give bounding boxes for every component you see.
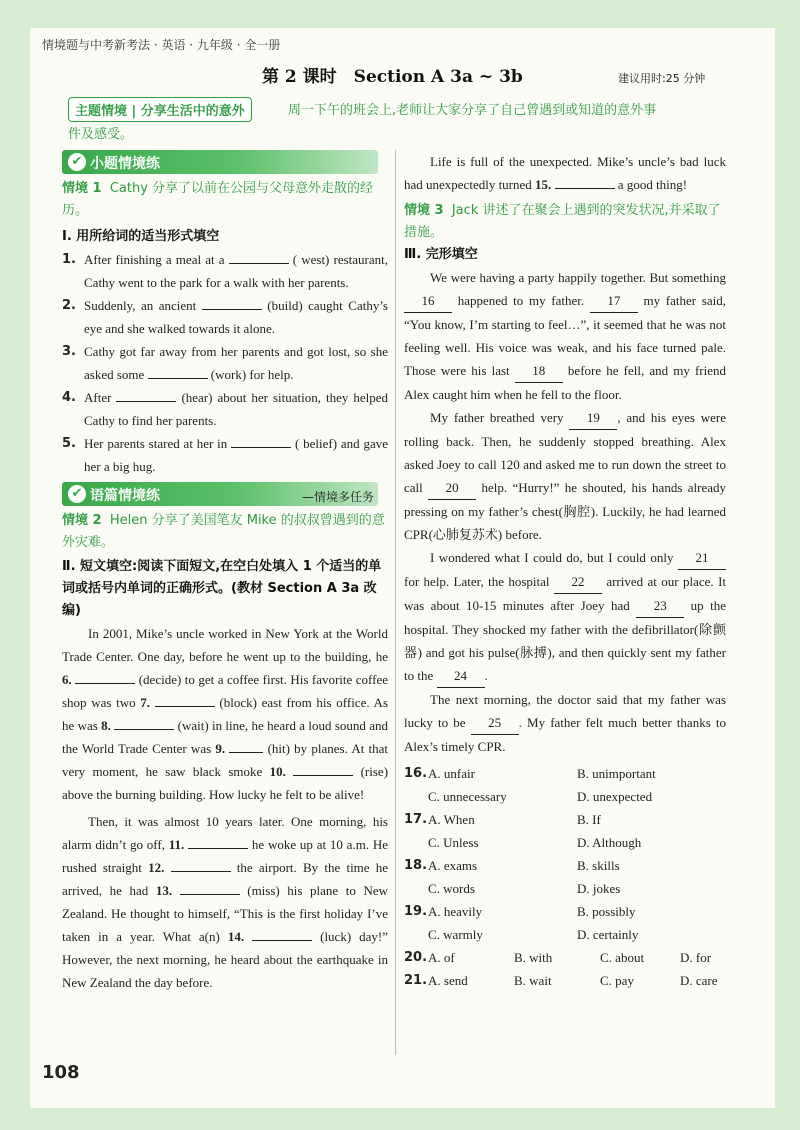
right-column bbox=[404, 150, 726, 992]
cloze-blank[interactable]: 18 bbox=[515, 359, 563, 383]
passage-text: before he fell, and my friend Alex caught him when he fell to the floor. bbox=[404, 363, 727, 402]
banner-discourse-label: 语篇情境练 bbox=[90, 488, 160, 504]
cloze-blank[interactable]: 21 bbox=[678, 546, 726, 570]
blank-number: 6. bbox=[62, 672, 72, 687]
option-number: 16. bbox=[404, 766, 428, 781]
option-d[interactable]: D. care bbox=[680, 973, 718, 988]
passage-text: (rise) above the burning building. How lucky he felt to be alive! bbox=[62, 764, 389, 802]
option-b[interactable]: B. with bbox=[514, 950, 553, 965]
blank-number: 11. bbox=[168, 837, 185, 852]
passage-text: (luck) day!” However, the next morning, he heard about the earthquake in New Zealand the day before. bbox=[62, 929, 389, 990]
passage-text: We were having a party happily together. But something bbox=[430, 270, 726, 285]
item-number: 4. bbox=[62, 390, 76, 405]
answer-blank[interactable] bbox=[114, 716, 174, 730]
scene-2 bbox=[62, 510, 388, 554]
option-a[interactable]: A. of bbox=[428, 950, 455, 965]
passage-text: my father said, “You know, I’m starting to feel…”, it seemed that he was not feeling well. His voice was weak, and his face turned pale. Those were his last bbox=[404, 293, 726, 378]
item-text: After finishing a meal at a bbox=[84, 252, 225, 267]
option-number: 21. bbox=[404, 973, 428, 988]
banner-practice bbox=[62, 150, 378, 174]
option-d[interactable]: D. certainly bbox=[577, 927, 639, 942]
option-row bbox=[404, 946, 726, 969]
option-b[interactable]: B. wait bbox=[514, 973, 552, 988]
option-c[interactable]: C. about bbox=[600, 950, 645, 965]
item-text: Suddenly, an ancient bbox=[84, 298, 197, 313]
passage-paragraph bbox=[404, 266, 726, 406]
passage-text: (miss) his plane to New Zealand. He thought to himself, “This is the first holiday I’ve taken in a year. What a(n) bbox=[62, 883, 389, 944]
cloze-blank[interactable]: 22 bbox=[554, 570, 602, 594]
option-c[interactable]: C. Unless bbox=[428, 835, 479, 850]
answer-blank[interactable] bbox=[231, 434, 291, 448]
passage-paragraph bbox=[404, 150, 726, 196]
exercise-item bbox=[62, 248, 388, 294]
answer-blank[interactable] bbox=[229, 250, 289, 264]
column-divider bbox=[395, 150, 396, 1055]
cloze-blank[interactable]: 20 bbox=[428, 476, 476, 500]
option-a[interactable]: A. send bbox=[428, 973, 468, 988]
book-title: 情境题与中考新考法 · 英语 · 九年级 · 全一册 bbox=[42, 38, 281, 52]
item-text: ( belief) and gave her a big hug. bbox=[84, 436, 388, 474]
passage-paragraph bbox=[62, 810, 388, 994]
passage-text: The next morning, the doctor said that my father was lucky to be bbox=[404, 692, 726, 730]
passage-text: In 2001, Mike’s uncle worked in New York at the World Trade Center. One day, before he went up to the building, he bbox=[62, 626, 388, 664]
item-text: Her parents stared at her in bbox=[84, 436, 228, 451]
passage-text: . bbox=[484, 668, 488, 683]
theme-intro: 周一下午的班会上,老师让大家分享了自己曾遇到或知道的意外事 bbox=[288, 103, 657, 118]
passage-text: arrived at our place. It was about 10-15 minutes after Joey had bbox=[404, 574, 727, 613]
passage-paragraph bbox=[404, 546, 726, 688]
item-text: (hear) about her situation, they helped Cathy to find her parents. bbox=[84, 390, 388, 428]
option-row bbox=[404, 762, 726, 808]
scene-1-tag: 情境 1 bbox=[62, 181, 102, 196]
passage-paragraph bbox=[62, 622, 388, 806]
passage-text: the airport. By the time he arrived, he had bbox=[62, 860, 389, 898]
option-b[interactable]: B. If bbox=[577, 812, 601, 827]
passage-text: Then, it was almost 10 years later. One morning, his alarm didn’t go off, bbox=[62, 814, 388, 852]
cloze-blank[interactable]: 19 bbox=[569, 406, 617, 430]
answer-blank[interactable] bbox=[188, 835, 248, 849]
passage-text: (block) east from his office. As he was bbox=[62, 695, 388, 733]
item-text: Cathy got far away from her parents and got lost, so she asked some bbox=[84, 344, 388, 382]
option-b[interactable]: B. unimportant bbox=[577, 766, 656, 781]
option-c[interactable]: C. words bbox=[428, 881, 475, 896]
option-number: 17. bbox=[404, 812, 428, 827]
passage-text: he woke up at 10 a.m. He rushed straight bbox=[62, 837, 389, 875]
option-b[interactable]: B. possibly bbox=[577, 904, 636, 919]
answer-blank[interactable] bbox=[155, 693, 215, 707]
passage-text: (decide) to get a coffee first. His favorite coffee shop was two bbox=[62, 672, 389, 710]
theme-label: 主题情境 | 分享生活中的意外 bbox=[68, 97, 252, 122]
option-row bbox=[404, 854, 726, 900]
check-icon: ✔ bbox=[68, 485, 86, 503]
page-number: 108 bbox=[42, 1062, 80, 1083]
option-a[interactable]: A. When bbox=[428, 812, 475, 827]
option-number: 20. bbox=[404, 950, 428, 965]
option-c[interactable]: C. pay bbox=[600, 973, 634, 988]
cloze-blank[interactable]: 16 bbox=[404, 289, 452, 313]
lesson-title: 第 2 课时 Section A 3a ~ 3b bbox=[262, 67, 523, 87]
passage-text: , and his eyes were rolling back. Then, he suddenly stopped breathing. Alex asked Joey to call 120 and asked me to run down the street to call bbox=[404, 410, 726, 495]
option-row bbox=[404, 900, 726, 946]
answer-blank[interactable] bbox=[171, 858, 231, 872]
cloze-blank[interactable]: 24 bbox=[437, 664, 485, 688]
blank-number: 12. bbox=[148, 860, 165, 875]
banner-discourse-subtitle: —情境多任务 bbox=[301, 490, 374, 504]
passage-text: (wait) in line, he heard a loud sound and the World Trade Center was bbox=[62, 718, 389, 756]
banner-practice-label: 小题情境练 bbox=[90, 156, 160, 172]
option-c[interactable]: C. warmly bbox=[428, 927, 483, 942]
blank-number: 9. bbox=[215, 741, 226, 756]
scene-1-text: Cathy 分享了以前在公园与父母意外走散的经历。 bbox=[62, 181, 374, 218]
passage-text: for help. Later, the hospital bbox=[404, 574, 550, 589]
scene-3 bbox=[404, 200, 726, 244]
option-d[interactable]: D. unexpected bbox=[577, 789, 653, 804]
options-list bbox=[404, 762, 726, 992]
passage-text: My father breathed very bbox=[430, 410, 564, 425]
part-3-heading: Ⅲ. 完形填空 bbox=[404, 247, 478, 262]
answer-blank[interactable] bbox=[229, 739, 263, 753]
answer-blank[interactable] bbox=[116, 388, 176, 402]
option-a[interactable]: A. heavily bbox=[428, 904, 483, 919]
exercise-item bbox=[62, 386, 388, 432]
time-hint: 建议用时:25 分钟 bbox=[618, 72, 706, 85]
answer-blank[interactable] bbox=[202, 296, 262, 310]
scene-3-text: Jack 讲述了在聚会上遇到的突发状况,并采取了措施。 bbox=[404, 203, 721, 240]
item-text: (work) for help. bbox=[210, 367, 294, 382]
scene-2-text: Helen 分享了美国笔友 Mike 的叔叔曾遇到的意外灾难。 bbox=[62, 513, 385, 550]
cloze-blank[interactable]: 23 bbox=[636, 594, 684, 618]
answer-blank[interactable] bbox=[293, 762, 353, 776]
theme-intro-continued: 件及感受。 bbox=[68, 127, 134, 142]
banner-discourse bbox=[62, 482, 378, 506]
scene-2-tag: 情境 2 bbox=[62, 513, 102, 528]
option-row bbox=[404, 969, 726, 992]
passage-text: Life is full of the unexpected. Mike’s uncle’s bad luck had unexpectedly turned bbox=[404, 154, 726, 192]
passage-paragraph bbox=[404, 688, 726, 758]
option-a[interactable]: A. unfair bbox=[428, 766, 475, 781]
item-number: 1. bbox=[62, 252, 76, 267]
blank-number: 13. bbox=[155, 883, 173, 898]
exercise-item bbox=[62, 432, 388, 478]
passage-text: up the hospital. They shocked my father with the defibrillator(除颤器) and got his pulse(脉搏), and then quickly sent my father to the bbox=[404, 598, 727, 683]
part-2-heading: Ⅱ. 短文填空:阅读下面短文,在空白处填入 1 个适当的单词或括号内单词的正确形式。(教材 Section A 3a 改编) bbox=[62, 559, 382, 618]
passage-paragraph bbox=[404, 406, 726, 546]
passage-text: . My father felt much better thanks to Alex’s timely CPR. bbox=[404, 715, 726, 754]
item-text: After bbox=[84, 390, 112, 405]
item-number: 3. bbox=[62, 344, 76, 359]
cloze-blank[interactable]: 25 bbox=[471, 711, 519, 735]
passage-text: happened to my father. bbox=[457, 293, 585, 308]
part-1-heading: Ⅰ. 用所给词的适当形式填空 bbox=[62, 229, 220, 244]
blank-number: 10. bbox=[269, 764, 286, 779]
exercise-item bbox=[62, 340, 388, 386]
answer-blank[interactable] bbox=[148, 365, 208, 379]
cloze-blank[interactable]: 17 bbox=[590, 289, 638, 313]
passage-text: (hit) by planes. At that very moment, he saw black smoke bbox=[62, 741, 389, 779]
option-a[interactable]: A. exams bbox=[428, 858, 478, 873]
item-text: ( west) restaurant, Cathy went to the park for a walk with her parents. bbox=[84, 252, 389, 290]
option-d[interactable]: D. jokes bbox=[577, 881, 621, 896]
scene-1 bbox=[62, 178, 388, 222]
blank-number: 14. bbox=[227, 929, 245, 944]
option-d[interactable]: D. Although bbox=[577, 835, 642, 850]
item-text: (build) caught Cathy’s eye and she walked towards it alone. bbox=[84, 298, 388, 336]
passage-text: a good thing! bbox=[617, 177, 688, 192]
check-icon: ✔ bbox=[68, 153, 86, 171]
passage-text: help. “Hurry!” he shouted, his hands already pressing on my father’s chest(胸腔). Luckily, he had learned CPR(心肺复苏术) before. bbox=[404, 480, 727, 542]
item-number: 5. bbox=[62, 436, 76, 451]
answer-blank[interactable] bbox=[252, 927, 312, 941]
option-row bbox=[404, 808, 726, 854]
option-number: 18. bbox=[404, 858, 428, 873]
item-number: 2. bbox=[62, 298, 76, 313]
blank-number: 7. bbox=[140, 695, 151, 710]
answer-blank[interactable] bbox=[75, 670, 135, 684]
blank-number: 8. bbox=[101, 718, 111, 733]
answer-blank[interactable] bbox=[555, 175, 615, 189]
option-number: 19. bbox=[404, 904, 428, 919]
answer-blank[interactable] bbox=[180, 881, 240, 895]
left-column bbox=[62, 150, 388, 994]
passage-text: I wondered what I could do, but I could only bbox=[430, 550, 674, 565]
exercise-item bbox=[62, 294, 388, 340]
blank-number: 15. bbox=[535, 177, 552, 192]
option-d[interactable]: D. for bbox=[680, 950, 712, 965]
scene-3-tag: 情境 3 bbox=[404, 203, 444, 218]
option-b[interactable]: B. skills bbox=[577, 858, 620, 873]
option-c[interactable]: C. unnecessary bbox=[428, 789, 507, 804]
